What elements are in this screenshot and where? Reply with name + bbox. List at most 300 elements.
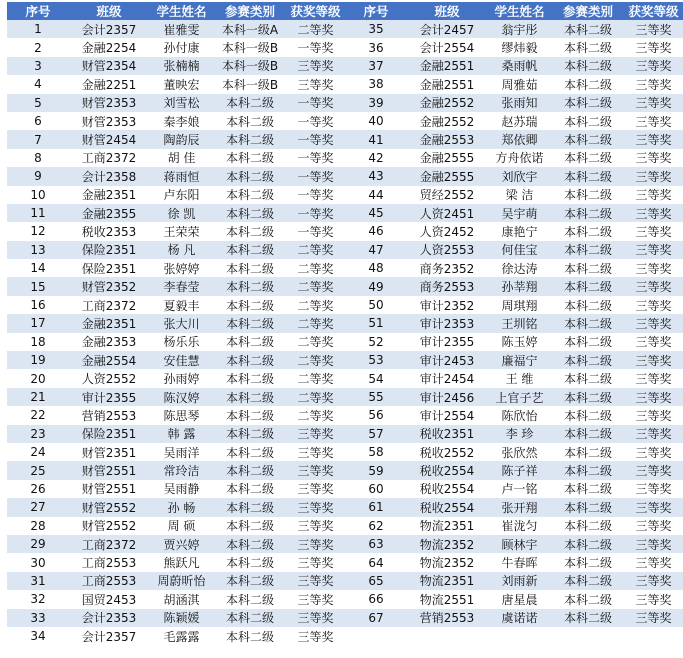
cell-index: 6: [7, 112, 69, 130]
header-student-name: 学生姓名: [149, 2, 214, 20]
cell-category: 本科二级: [552, 425, 624, 443]
cell-award-level: 三等奖: [286, 461, 345, 479]
cell-award-level: 二等奖: [286, 277, 345, 295]
header-award-level: 获奖等级: [286, 2, 345, 20]
cell-category: 本科二级: [552, 333, 624, 351]
cell-student-name: 杨 凡: [149, 241, 214, 259]
cell-award-level: [624, 627, 683, 645]
cell-index: 51: [345, 314, 407, 332]
cell-award-level: 二等奖: [286, 241, 345, 259]
cell-class: 税收2554: [407, 461, 487, 479]
cell-award-level: 三等奖: [624, 75, 683, 93]
cell-class: 物流2551: [407, 590, 487, 608]
cell-index: 10: [7, 186, 69, 204]
cell-category: 本科二级: [214, 204, 286, 222]
table-row: [7, 130, 683, 148]
cell-class: 金融2555: [407, 167, 487, 185]
cell-award-level: 一等奖: [286, 167, 345, 185]
cell-award-level: 三等奖: [286, 572, 345, 590]
cell-student-name: 孙付康: [149, 38, 214, 56]
table-row: [7, 461, 683, 479]
table-row: [7, 20, 683, 38]
table-row: [7, 443, 683, 461]
cell-category: 本科二级: [552, 461, 624, 479]
cell-class: 金融2551: [407, 75, 487, 93]
cell-index: 31: [7, 572, 69, 590]
cell-award-level: 三等奖: [624, 130, 683, 148]
cell-index: 61: [345, 498, 407, 516]
cell-category: 本科二级: [552, 314, 624, 332]
cell-index: 67: [345, 609, 407, 627]
cell-category: 本科二级: [552, 38, 624, 56]
cell-award-level: 三等奖: [624, 222, 683, 240]
cell-index: 48: [345, 259, 407, 277]
cell-award-level: 三等奖: [624, 112, 683, 130]
cell-award-level: 三等奖: [624, 94, 683, 112]
cell-student-name: 刘雨新: [487, 572, 552, 590]
cell-class: 会计2357: [69, 20, 149, 38]
cell-award-level: 三等奖: [624, 553, 683, 571]
table-row: [7, 369, 683, 387]
cell-index: 58: [345, 443, 407, 461]
cell-class: 会计2457: [407, 20, 487, 38]
cell-class: 物流2352: [407, 553, 487, 571]
cell-category: 本科二级: [214, 149, 286, 167]
cell-class: 财管2551: [69, 480, 149, 498]
header-category: 参赛类别: [552, 2, 624, 20]
cell-student-name: 毛露露: [149, 627, 214, 645]
cell-index: 21: [7, 388, 69, 406]
cell-student-name: 周琪翔: [487, 296, 552, 314]
table-row: [7, 241, 683, 259]
cell-student-name: 蒋雨恒: [149, 167, 214, 185]
cell-index: 24: [7, 443, 69, 461]
cell-class: 金融2351: [69, 314, 149, 332]
cell-category: 本科二级: [214, 590, 286, 608]
cell-class: 审计2355: [407, 333, 487, 351]
cell-student-name: 顾林宇: [487, 535, 552, 553]
table-row: [7, 296, 683, 314]
cell-student-name: 崔泷匀: [487, 517, 552, 535]
cell-index: 30: [7, 553, 69, 571]
table-body: [7, 20, 683, 645]
table-row: [7, 112, 683, 130]
cell-index: 52: [345, 333, 407, 351]
cell-index: 62: [345, 517, 407, 535]
cell-student-name: [487, 627, 552, 645]
cell-student-name: 康艳宁: [487, 222, 552, 240]
cell-student-name: 周雅茹: [487, 75, 552, 93]
cell-category: 本科二级: [552, 609, 624, 627]
cell-category: 本科二级: [214, 517, 286, 535]
cell-category: 本科二级: [214, 609, 286, 627]
cell-award-level: 三等奖: [624, 406, 683, 424]
cell-index: 45: [345, 204, 407, 222]
cell-category: 本科二级: [552, 167, 624, 185]
cell-class: 金融2251: [69, 75, 149, 93]
cell-class: 财管2353: [69, 94, 149, 112]
cell-category: 本科二级: [552, 406, 624, 424]
cell-class: [407, 627, 487, 645]
cell-index: 9: [7, 167, 69, 185]
cell-award-level: 三等奖: [624, 351, 683, 369]
table-row: [7, 186, 683, 204]
cell-class: 审计2456: [407, 388, 487, 406]
cell-class: 物流2351: [407, 517, 487, 535]
cell-award-level: 二等奖: [286, 406, 345, 424]
cell-category: 本科二级: [552, 57, 624, 75]
cell-index: 56: [345, 406, 407, 424]
cell-category: 本科一级B: [214, 38, 286, 56]
cell-index: 38: [345, 75, 407, 93]
cell-class: 金融2553: [407, 130, 487, 148]
cell-class: 工商2553: [69, 572, 149, 590]
table-row: [7, 553, 683, 571]
cell-index: 35: [345, 20, 407, 38]
cell-index: 33: [7, 609, 69, 627]
cell-index: 3: [7, 57, 69, 75]
cell-index: 20: [7, 369, 69, 387]
cell-class: 会计2554: [407, 38, 487, 56]
cell-award-level: 二等奖: [286, 296, 345, 314]
cell-student-name: 刘雪松: [149, 94, 214, 112]
cell-index: 43: [345, 167, 407, 185]
cell-index: 63: [345, 535, 407, 553]
cell-category: 本科一级A: [214, 20, 286, 38]
cell-category: 本科二级: [214, 406, 286, 424]
cell-student-name: 秦李娘: [149, 112, 214, 130]
cell-student-name: 陈汉婷: [149, 388, 214, 406]
cell-student-name: 孙雨婷: [149, 369, 214, 387]
cell-student-name: 张欣然: [487, 443, 552, 461]
cell-student-name: 上官子艺: [487, 388, 552, 406]
cell-class: 人资2451: [407, 204, 487, 222]
cell-category: 本科二级: [552, 241, 624, 259]
cell-award-level: 三等奖: [624, 461, 683, 479]
cell-student-name: 王 维: [487, 369, 552, 387]
cell-category: 本科二级: [214, 388, 286, 406]
cell-student-name: 李 珍: [487, 425, 552, 443]
cell-student-name: 王圳铭: [487, 314, 552, 332]
cell-student-name: 陶韵辰: [149, 130, 214, 148]
cell-award-level: 三等奖: [624, 369, 683, 387]
cell-award-level: 三等奖: [624, 259, 683, 277]
cell-category: 本科二级: [214, 480, 286, 498]
cell-student-name: 崔雅雯: [149, 20, 214, 38]
cell-class: 人资2553: [407, 241, 487, 259]
cell-index: 12: [7, 222, 69, 240]
cell-class: 会计2357: [69, 627, 149, 645]
cell-category: 本科二级: [214, 112, 286, 130]
header-index: 序号: [7, 2, 69, 20]
table-row: [7, 480, 683, 498]
table-row: [7, 94, 683, 112]
cell-award-level: 三等奖: [624, 572, 683, 590]
cell-award-level: 三等奖: [624, 296, 683, 314]
cell-class: 人资2552: [69, 369, 149, 387]
cell-award-level: 三等奖: [286, 535, 345, 553]
header-class: 班级: [69, 2, 149, 20]
cell-class: 会计2358: [69, 167, 149, 185]
cell-award-level: 二等奖: [286, 259, 345, 277]
cell-class: 物流2351: [407, 572, 487, 590]
cell-award-level: 三等奖: [624, 186, 683, 204]
cell-class: 保险2351: [69, 241, 149, 259]
cell-index: 40: [345, 112, 407, 130]
cell-index: 46: [345, 222, 407, 240]
table-row: [7, 572, 683, 590]
cell-student-name: 徐 凯: [149, 204, 214, 222]
cell-award-level: 一等奖: [286, 222, 345, 240]
cell-category: 本科二级: [214, 553, 286, 571]
cell-index: 29: [7, 535, 69, 553]
cell-award-level: 一等奖: [286, 149, 345, 167]
cell-category: 本科二级: [552, 351, 624, 369]
cell-class: 工商2372: [69, 296, 149, 314]
cell-student-name: 杨乐乐: [149, 333, 214, 351]
header-index: 序号: [345, 2, 407, 20]
cell-student-name: 陈子祥: [487, 461, 552, 479]
cell-category: 本科二级: [552, 498, 624, 516]
cell-student-name: 陈欣怡: [487, 406, 552, 424]
cell-student-name: 陈思琴: [149, 406, 214, 424]
cell-award-level: 三等奖: [286, 498, 345, 516]
cell-class: 审计2355: [69, 388, 149, 406]
table-row: [7, 149, 683, 167]
cell-index: 36: [345, 38, 407, 56]
cell-class: 税收2353: [69, 222, 149, 240]
cell-index: 4: [7, 75, 69, 93]
cell-class: 税收2552: [407, 443, 487, 461]
cell-student-name: 桑雨帆: [487, 57, 552, 75]
cell-student-name: 张雨知: [487, 94, 552, 112]
cell-index: 55: [345, 388, 407, 406]
cell-award-level: 一等奖: [286, 38, 345, 56]
cell-index: 44: [345, 186, 407, 204]
cell-student-name: 徐达涛: [487, 259, 552, 277]
cell-class: 税收2554: [407, 498, 487, 516]
cell-category: 本科二级: [214, 443, 286, 461]
cell-class: 保险2351: [69, 259, 149, 277]
cell-class: 审计2453: [407, 351, 487, 369]
cell-class: 财管2552: [69, 517, 149, 535]
cell-index: 54: [345, 369, 407, 387]
cell-category: 本科二级: [214, 572, 286, 590]
table-row: [7, 590, 683, 608]
cell-award-level: 三等奖: [624, 20, 683, 38]
table-row: [7, 57, 683, 75]
cell-index: 47: [345, 241, 407, 259]
cell-award-level: 三等奖: [286, 590, 345, 608]
cell-award-level: 一等奖: [286, 94, 345, 112]
cell-index: 49: [345, 277, 407, 295]
cell-index: 15: [7, 277, 69, 295]
cell-class: 财管2454: [69, 130, 149, 148]
cell-category: 本科二级: [552, 112, 624, 130]
cell-class: 物流2352: [407, 535, 487, 553]
header-category: 参赛类别: [214, 2, 286, 20]
cell-class: 工商2372: [69, 535, 149, 553]
cell-award-level: 三等奖: [624, 204, 683, 222]
cell-award-level: 二等奖: [286, 333, 345, 351]
cell-index: 32: [7, 590, 69, 608]
cell-student-name: 廉福宁: [487, 351, 552, 369]
cell-class: 金融2552: [407, 94, 487, 112]
cell-student-name: 张开翔: [487, 498, 552, 516]
cell-student-name: 周 硕: [149, 517, 214, 535]
cell-award-level: 一等奖: [286, 186, 345, 204]
header-award-level: 获奖等级: [624, 2, 683, 20]
cell-student-name: 吴宇萌: [487, 204, 552, 222]
cell-class: 工商2372: [69, 149, 149, 167]
cell-class: 财管2552: [69, 498, 149, 516]
cell-student-name: 方舟依诺: [487, 149, 552, 167]
cell-category: 本科二级: [552, 259, 624, 277]
table-row: [7, 406, 683, 424]
cell-class: 营销2553: [69, 406, 149, 424]
cell-award-level: 三等奖: [624, 480, 683, 498]
cell-index: 13: [7, 241, 69, 259]
cell-student-name: 卢一铭: [487, 480, 552, 498]
cell-index: 50: [345, 296, 407, 314]
cell-category: 本科二级: [552, 130, 624, 148]
cell-category: 本科二级: [552, 296, 624, 314]
cell-award-level: 三等奖: [624, 609, 683, 627]
cell-category: 本科二级: [214, 369, 286, 387]
cell-index: 7: [7, 130, 69, 148]
cell-category: 本科二级: [214, 94, 286, 112]
table-row: [7, 517, 683, 535]
award-table: [7, 2, 683, 645]
cell-student-name: 唐星晨: [487, 590, 552, 608]
cell-class: 财管2353: [69, 112, 149, 130]
cell-category: 本科二级: [214, 425, 286, 443]
table-row: [7, 75, 683, 93]
cell-category: 本科二级: [552, 369, 624, 387]
cell-class: 金融2555: [407, 149, 487, 167]
cell-category: 本科二级: [552, 75, 624, 93]
cell-class: 审计2353: [407, 314, 487, 332]
cell-student-name: 陈玉婷: [487, 333, 552, 351]
cell-student-name: 韩 露: [149, 425, 214, 443]
cell-student-name: 张楠楠: [149, 57, 214, 75]
cell-award-level: 二等奖: [286, 369, 345, 387]
cell-index: 26: [7, 480, 69, 498]
cell-student-name: 陈颖媛: [149, 609, 214, 627]
cell-award-level: 二等奖: [286, 20, 345, 38]
cell-category: 本科二级: [214, 461, 286, 479]
cell-award-level: 三等奖: [286, 627, 345, 645]
table-row: [7, 498, 683, 516]
cell-category: 本科二级: [552, 186, 624, 204]
cell-student-name: 夏毅丰: [149, 296, 214, 314]
cell-category: 本科二级: [552, 204, 624, 222]
cell-award-level: 三等奖: [624, 443, 683, 461]
cell-student-name: 常玲洁: [149, 461, 214, 479]
cell-award-level: 三等奖: [286, 75, 345, 93]
cell-category: 本科二级: [552, 572, 624, 590]
cell-award-level: 二等奖: [286, 314, 345, 332]
cell-index: 53: [345, 351, 407, 369]
cell-index: 42: [345, 149, 407, 167]
cell-award-level: 三等奖: [286, 443, 345, 461]
cell-award-level: 一等奖: [286, 112, 345, 130]
table-row: [7, 425, 683, 443]
cell-class: 金融2552: [407, 112, 487, 130]
cell-class: 财管2351: [69, 443, 149, 461]
cell-index: 37: [345, 57, 407, 75]
cell-category: 本科二级: [552, 388, 624, 406]
cell-class: 商务2553: [407, 277, 487, 295]
cell-award-level: 三等奖: [624, 38, 683, 56]
cell-index: 1: [7, 20, 69, 38]
cell-index: 28: [7, 517, 69, 535]
cell-student-name: 李春莹: [149, 277, 214, 295]
cell-award-level: 三等奖: [624, 388, 683, 406]
cell-category: 本科二级: [552, 480, 624, 498]
table-row: [7, 167, 683, 185]
cell-index: 60: [345, 480, 407, 498]
cell-class: 税收2351: [407, 425, 487, 443]
cell-award-level: 三等奖: [624, 277, 683, 295]
table-row: [7, 314, 683, 332]
cell-category: 本科二级: [214, 259, 286, 277]
cell-category: 本科一级B: [214, 57, 286, 75]
table-row: [7, 277, 683, 295]
header-row: [7, 2, 683, 20]
cell-category: 本科二级: [552, 20, 624, 38]
cell-award-level: 二等奖: [286, 351, 345, 369]
cell-award-level: 三等奖: [624, 314, 683, 332]
cell-category: 本科二级: [214, 186, 286, 204]
cell-class: 金融2254: [69, 38, 149, 56]
cell-class: 营销2553: [407, 609, 487, 627]
cell-category: 本科二级: [552, 149, 624, 167]
cell-student-name: 张大川: [149, 314, 214, 332]
cell-index: 8: [7, 149, 69, 167]
cell-category: 本科二级: [552, 443, 624, 461]
cell-award-level: 三等奖: [624, 167, 683, 185]
cell-award-level: 二等奖: [286, 388, 345, 406]
award-table-container: [7, 2, 679, 645]
cell-award-level: 一等奖: [286, 204, 345, 222]
cell-class: 金融2554: [69, 351, 149, 369]
cell-student-name: 贾兴婷: [149, 535, 214, 553]
table-row: [7, 38, 683, 56]
cell-award-level: 三等奖: [624, 333, 683, 351]
cell-category: 本科二级: [552, 222, 624, 240]
cell-category: 本科二级: [552, 590, 624, 608]
cell-category: 本科二级: [214, 627, 286, 645]
table-row: [7, 204, 683, 222]
cell-award-level: 三等奖: [286, 57, 345, 75]
cell-class: 金融2355: [69, 204, 149, 222]
cell-student-name: 翁宇彤: [487, 20, 552, 38]
cell-class: 国贸2453: [69, 590, 149, 608]
cell-award-level: 三等奖: [624, 535, 683, 553]
cell-student-name: 刘欣宇: [487, 167, 552, 185]
cell-student-name: 安佳慧: [149, 351, 214, 369]
cell-class: 工商2553: [69, 553, 149, 571]
cell-class: 金融2351: [69, 186, 149, 204]
cell-index: 14: [7, 259, 69, 277]
table-row: [7, 388, 683, 406]
table-row: [7, 627, 683, 645]
cell-index: 2: [7, 38, 69, 56]
cell-student-name: 缪炜毅: [487, 38, 552, 56]
cell-category: 本科二级: [552, 94, 624, 112]
cell-award-level: 三等奖: [624, 241, 683, 259]
